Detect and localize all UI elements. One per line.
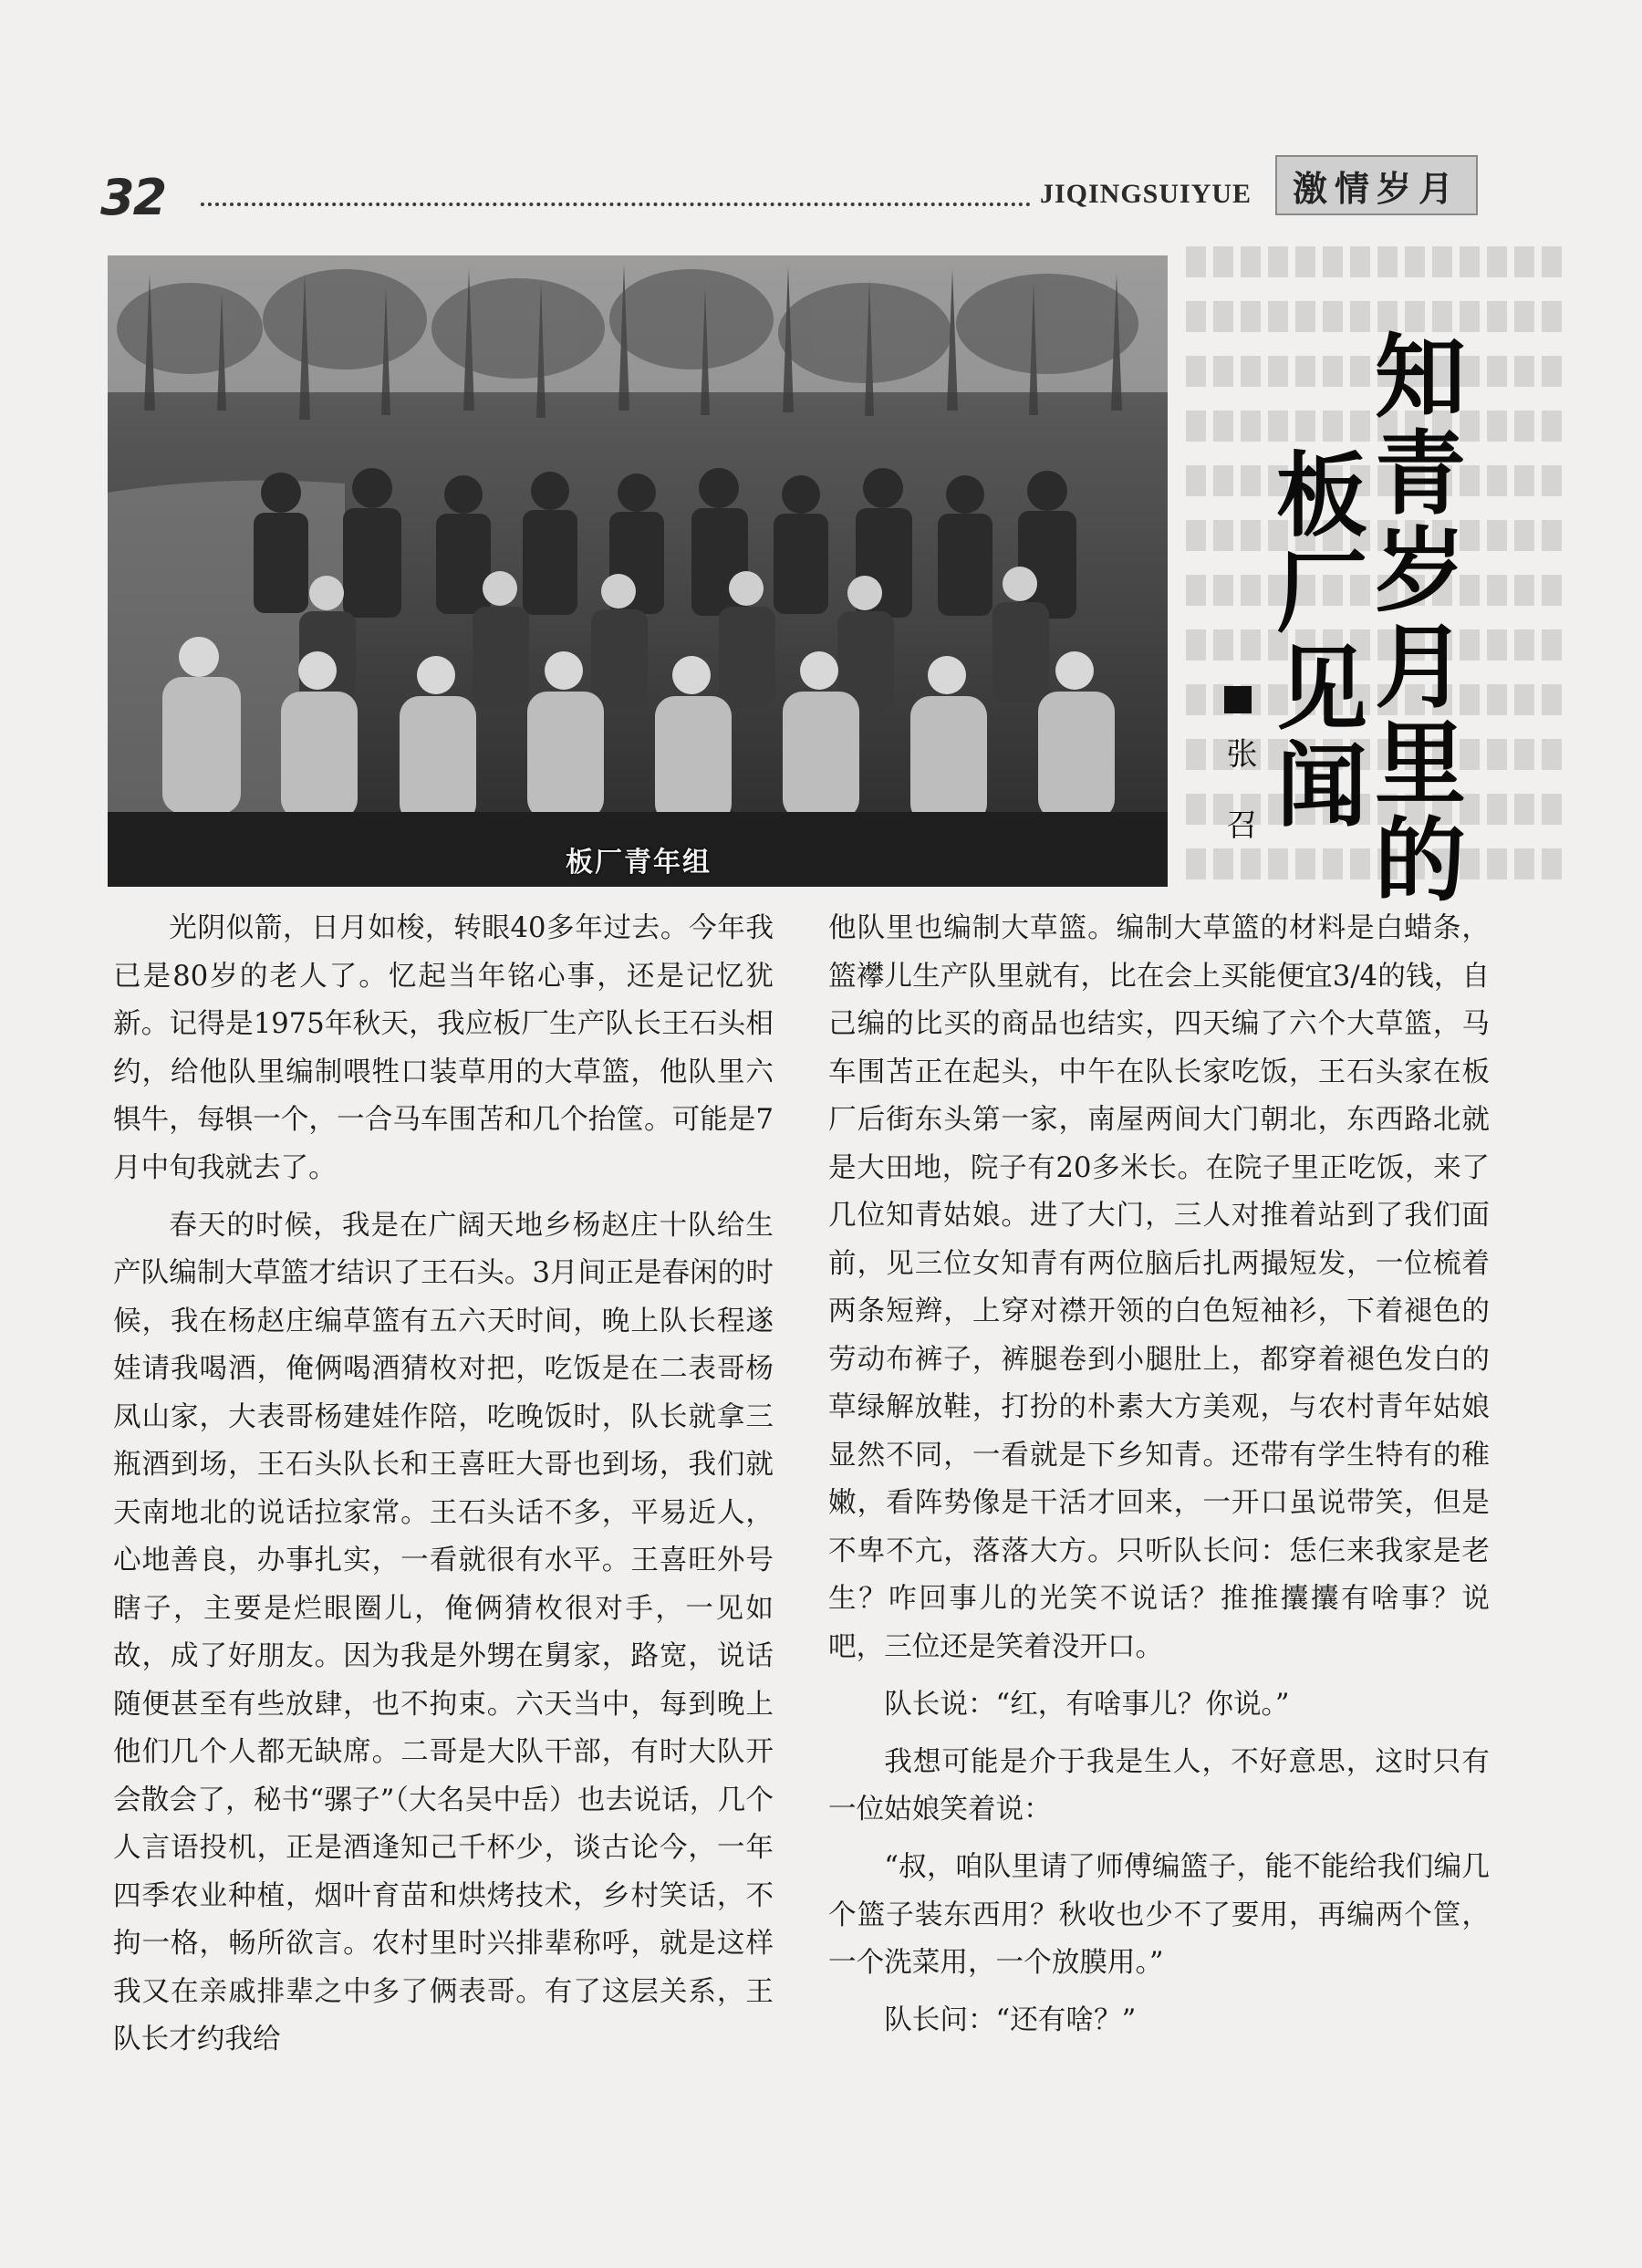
paragraph: 队长说：“红，有啥事儿？你说。” <box>884 1688 1290 1721</box>
photo-caption: 板厂青年组 <box>566 847 712 879</box>
body-column-right <box>828 905 1490 2055</box>
paragraph: 春天的时候，我是在广阔天地乡杨赵庄十队给生产队编制大草篮才结识了王石头。3月间正是春闲的时候，我在杨赵庄编草篮有五六天时间，晚上队长程遂娃请我喝酒，俺俩喝酒猜枚对把，吃饭是在二表哥杨凤山家，大表哥杨建娃作陪，吃晚饭时，队长就拿三瓶酒到场，王石头队长和王喜旺大哥也到场，我们就天南地北的说话拉家常。王石头话不多，平易近人，心地善良，办事扎实，一看就很有水平。王喜旺外号瞎子，主要是烂眼圈儿，俺俩猜枚很对手，一见如故，成了好朋友。因为我是外甥在舅家，路宽，说话随便甚至有些放肆，也不拘束。六天当中，每到晚上他们几个人都无缺席。二哥是大队干部，有时大队开会散会了，秘书“骡子”（大名吴中岳）也去说话，几个人言语投机，正是酒逢知己千杯少，谈古论今，一年四季农业种植，烟叶育苗和烘烤技术，乡村笑话，不拘一格，畅所欲言。农村里时兴排辈称呼，就是这样我又在亲戚排辈之中多了俩表哥。有了这层关系，王队长才约我给 <box>113 1209 774 2055</box>
paragraph: 光阴似箭，日月如梭，转眼40多年过去。今年我已是80岁的老人了。忆起当年铭心事，还是记忆犹新。记得是1975年秋天，我应板厂生产队长王石头相约，给他队里编制喂牲口装草用的大草篮，他队里六犋牛，每犋一个，一合马车围苫和几个抬筐。可能是7月中旬我就去了。 <box>113 912 774 1184</box>
article-author: 张召 <box>1221 737 1257 879</box>
article-title-line1: 知青岁月里的 <box>1359 328 1466 909</box>
header-dotted-rule <box>201 203 1031 206</box>
column-tag: 激情岁月 <box>1275 155 1478 215</box>
paragraph: 我想可能是介于我是生人，不好意思，这时只有一位姑娘笑着说： <box>828 1745 1490 1826</box>
author-marker-square <box>1224 686 1252 713</box>
paragraph: 队长问：“还有啥？” <box>884 2004 1137 2036</box>
body-column-left <box>113 905 774 2074</box>
page-number: 32 <box>100 169 166 226</box>
group-photo <box>108 255 1168 887</box>
paragraph: 他队里也编制大草篮。编制大草篮的材料是白蜡条，篮襻儿生产队里就有，比在会上买能便宜3/4的钱，自己编的比买的商品也结实，四天编了六个大草篮，马车围苫正在起头，中午在队长家吃饭，王石头家在板厂后街东头第一家，南屋两间大门朝北，东西路北就是大田地，院子有20多米长。在院子里正吃饭，来了几位知青姑娘。进了大门，三人对推着站到了我们面前，见三位女知青有两位脑后扎两撮短发，一位梳着两条短辫，上穿对襟开领的白色短袖衫，下着褪色的劳动布裤子，裤腿卷到小腿肚上，都穿着褪色发白的草绿解放鞋，打扮的朴素大方美观，与农村青年姑娘显然不同，一看就是下乡知青。还带有学生特有的稚嫩，看阵势像是干活才回来，一开口虽说带笑，但是不卑不亢，落落大方。只听队长问：恁仨来我家是老生？咋回事儿的光笑不说话？推推攮攮有啥事？说吧，三位还是笑着没开口。 <box>828 912 1490 1663</box>
series-name: JIQINGSUIYUE <box>1040 179 1252 209</box>
article-title-line2: 板厂见闻 <box>1261 447 1367 834</box>
group-photo-illustration <box>108 255 1168 887</box>
paragraph: “叔，咱队里请了师傅编篮子，能不能给我们编几个篮子装东西用？秋收也少不了要用，再编两个筐，一个洗菜用，一个放膜用。” <box>828 1851 1490 1979</box>
